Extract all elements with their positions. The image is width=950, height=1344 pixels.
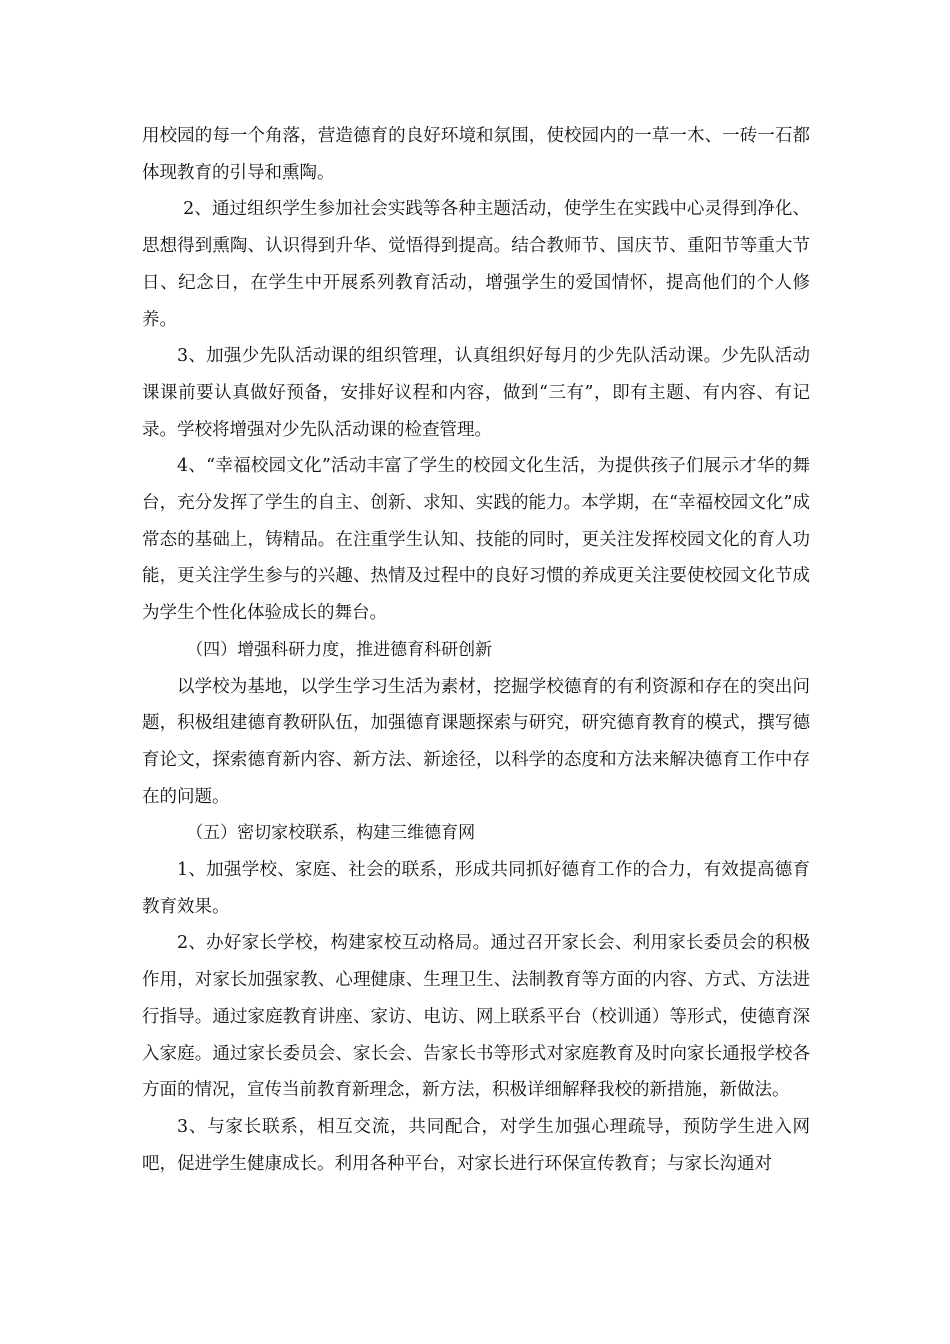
paragraph-continuation: 用校园的每一个角落，营造德育的良好环境和氛围，使校园内的一草一木、一砖一石都体现教育的引导和熏陶。 (142, 126, 810, 183)
section-heading-5: （五）密切家校联系，构建三维德育网 (186, 823, 476, 844)
section-heading-4: （四）增强科研力度，推进德育科研创新 (186, 639, 493, 660)
paragraph-family-1: 1、加强学校、家庭、社会的联系，形成共同抓好德育工作的合力，有效提高德育教育效果。 (142, 860, 810, 917)
paragraph-research: 以学校为基地，以学生学习生活为素材，挖掘学校德育的有利资源和存在的突出问题，积极组建德育教研队伍，加强德育课题探索与研究，研究德育教育的模式，撰写德育论文，探索德育新内容、新方法、新途径，以科学的态度和方法来解决德育工作中存在的问题。 (142, 676, 810, 807)
paragraph-family-3: 3、与家长联系，相互交流，共同配合，对学生加强心理疏导，预防学生进入网吧，促进学生健康成长。利用各种平台，对家长进行环保宣传教育；与家长沟通对 (142, 1116, 810, 1174)
paragraph-item-3: 3、加强少先队活动课的组织管理，认真组织好每月的少先队活动课。少先队活动课课前要认真做好预备，安排好议程和内容，做到“三有”，即有主题、有内容、有记录。学校将增强对少先队活动课的检查管理。 (142, 346, 810, 440)
document-body (142, 118, 810, 1182)
paragraph-family-2: 2、办好家长学校，构建家校互动格局。通过召开家长会、利用家长委员会的积极作用，对家长加强家教、心理健康、生理卫生、法制教育等方面的内容、方式、方法进行指导。通过家庭教育讲座、家访、电访、网上联系平台（校训通）等形式，使德育深入家庭。通过家长委员会、家长会、告家长书等形式对家庭教育及时向家长通报学校各方面的情况，宣传当前教育新理念，新方法，积极详细解释我校的新措施，新做法。 (142, 933, 810, 1101)
paragraph-item-2: 2、通过组织学生参加社会实践等各种主题活动，使学生在实践中心灵得到净化、思想得到熏陶、认识得到升华、觉悟得到提高。结合教师节、国庆节、重阳节等重大节日、纪念日，在学生中开展系列教育活动，增强学生的爱国情怀，提高他们的个人修养。 (142, 199, 810, 330)
paragraph-item-4: 4、“幸福校园文化”活动丰富了学生的校园文化生活，为提供孩子们展示才华的舞台，充分发挥了学生的自主、创新、求知、实践的能力。本学期，在“幸福校园文化”成常态的基础上，铸精品。在注重学生认知、技能的同时，更关注发挥校园文化的育人功能，更关注学生参与的兴趣、热情及过程中的良好习惯的养成更关注要使校园文化节成为学生个性化体验成长的舞台。 (142, 456, 810, 624)
